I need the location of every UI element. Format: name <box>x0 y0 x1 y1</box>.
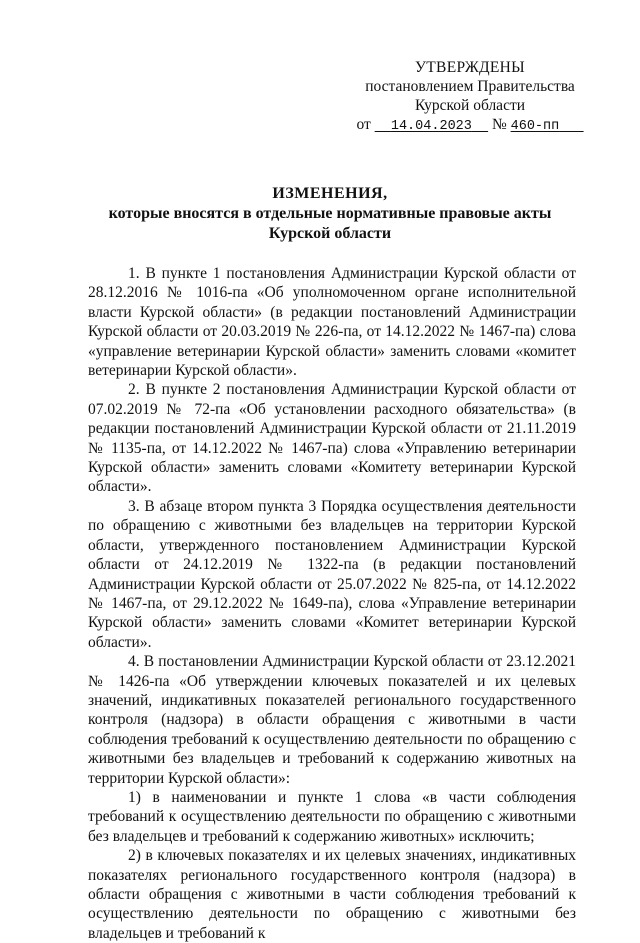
approval-region: Курской области <box>414 97 526 114</box>
approval-authority: постановлением Правительства <box>365 78 575 95</box>
approval-date-line <box>352 115 588 136</box>
paragraph-3: 3. В абзаце втором пункта 3 Порядка осуществления деятельности по обращению с животными без владельцев на территории Курской области, утвержденного постановлением Администрации Курской области от 24.12.2019 № 1322-па (в редакции постановлений Администрации Курской области от 25.07.2022 № 825-па, от 14.12.2022 № 1467-па, от 29.12.2022 № 1649-па), слова «Управление ветеринарии Курской области» заменить словами «Комитет ветеринарии Курской области». <box>88 497 576 651</box>
heading-subtitle: которые вносятся в отдельные нормативные правовые акты <box>108 205 552 222</box>
document-heading <box>80 184 580 244</box>
approval-stamp <box>352 58 588 136</box>
approval-number: 460-пп <box>510 119 560 134</box>
paragraph-1: 1. В пункте 1 постановления Администрации Курской области от 28.12.2016 № 1016-па «Об уполномоченном органе исполнительной власти Курской области» (в редакции постановлений Администрации Курской области от 20.03.2019 № 226-па, от 14.12.2022 № 1467-па) слова «управление ветеринарии Курской области» заменить словами «комитет ветеринарии Курской области». <box>88 265 576 380</box>
subparagraph-4-1: 1) в наименовании и пункте 1 слова «в части соблюдения требований к осуществлению деятельности по обращению с животными без владельцев и требований к содержанию животных» исключить; <box>88 788 576 845</box>
number-prefix: № <box>491 116 507 133</box>
approval-title: УТВЕРЖДЕНЫ <box>415 59 525 76</box>
subparagraph-4-2: 2) в ключевых показателях и их целевых значениях, индикативных показателях регионального государственного контроля (надзора) в области обращения с животными в части соблюдения требований к осуществлению деятельности по обращению с животными без владельцев и требований к <box>88 847 576 942</box>
document-body <box>88 264 576 943</box>
paragraph-4: 4. В постановлении Администрации Курской области от 23.12.2021 № 1426-па «Об утверждении ключевых показателей и их целевых значений, индикативных показателей регионального государственного контроля (надзора) в области обращения с животными в части соблюдения требований к осуществлению деятельности по обращению с животными без владельцев и требований к содержанию животных на территории Курской области»: <box>88 653 576 787</box>
approval-date: 14.04.2023 <box>390 119 472 134</box>
paragraph-2: 2. В пункте 2 постановления Администрации Курской области от 07.02.2019 № 72-па «Об установлении расходного обязательства» (в редакции постановлений Администрации Курской области от 21.11.2019 № 1135-па, от 14.12.2022 № 1467-па) слова «Управлению ветеринарии Курской области» заменить словами «Комитету ветеринарии Курской области». <box>88 381 576 496</box>
heading-subtitle-region: Курской области <box>268 225 392 242</box>
date-prefix: от <box>356 116 371 133</box>
heading-title: ИЗМЕНЕНИЯ, <box>272 185 388 202</box>
